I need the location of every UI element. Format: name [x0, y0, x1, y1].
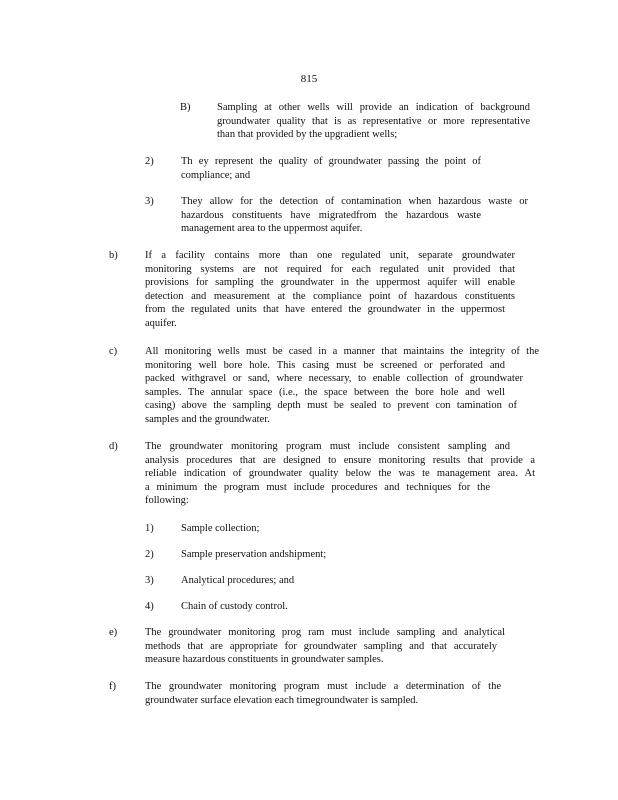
item-label: e) [109, 627, 118, 638]
item-text [145, 626, 505, 667]
text-line: measure hazardous constituents in groundwater samples. [145, 654, 384, 666]
item-text [145, 249, 515, 331]
text-line: groundwater quality that is as representative or more representative [217, 115, 530, 127]
text-line: monitoring well bore hole. This casing must be screened or perforated and [145, 359, 505, 371]
item-text [181, 155, 481, 182]
item-text [217, 101, 530, 142]
item-label: d) [109, 441, 118, 452]
text-line: management area to the uppermost aquifer. [181, 223, 363, 235]
text-line: Sample preservation andshipment; [181, 549, 327, 560]
text-line: detection and measurement at the compliance point of hazardous constituents [145, 290, 515, 302]
item-text [145, 680, 501, 707]
text-line: casing) above the sampling depth must be sealed to prevent con tamination of [145, 400, 517, 412]
text-line: aquifer. [145, 317, 177, 329]
text-line: packed withgravel or sand, where necessary, to enable collection of groundwater [145, 373, 523, 385]
text-line: analysis procedures that are designed to ensure monitoring results that provide a [145, 454, 535, 466]
text-line: following: [145, 495, 189, 507]
item-text [181, 600, 528, 614]
item-label: c) [109, 346, 118, 357]
item-label: 1) [145, 523, 154, 534]
item-text [181, 548, 528, 562]
item-text [181, 574, 528, 588]
item-label: 2) [145, 549, 154, 560]
text-line: The groundwater monitoring program must include consistent sampling and [145, 441, 510, 452]
item-label: 4) [145, 601, 154, 612]
text-line: Sampling at other wells will provide an indication of background [217, 102, 530, 113]
item-text [145, 345, 539, 427]
item-label: 3) [145, 575, 154, 586]
page-number: 815 [300, 73, 318, 85]
text-line: hazardous constituents have migratedfrom the hazardous waste [181, 209, 481, 221]
item-label: f) [109, 681, 116, 692]
text-line: from the regulated units that have entered the groundwater in the uppermost [145, 304, 505, 316]
text-line: Analytical procedures; and [181, 575, 295, 586]
text-line: samples. The annular space (i.e., the space between the bore hole and well [145, 386, 505, 398]
item-text [181, 522, 528, 536]
text-line: Chain of custody control. [181, 601, 288, 612]
item-label: B) [180, 102, 191, 113]
text-line: provisions for sampling the groundwater in the uppermost aquifer will enable [145, 277, 515, 289]
text-line: The groundwater monitoring prog ram must include sampling and analytical [145, 627, 505, 638]
text-line: than that provided by the upgradient wells; [217, 129, 398, 141]
text-line: If a facility contains more than one regulated unit, separate groundwater [145, 250, 515, 261]
item-text [145, 440, 535, 508]
item-label: 3) [145, 196, 154, 207]
text-line: samples and the groundwater. [145, 413, 270, 425]
item-text [181, 195, 528, 236]
text-line: compliance; and [181, 169, 251, 181]
item-label: b) [109, 250, 118, 261]
text-line: The groundwater monitoring program must include a determination of the [145, 681, 501, 692]
text-line: Sample collection; [181, 523, 260, 534]
text-line: monitoring systems are not required for each regulated unit provided that [145, 263, 515, 275]
text-line: groundwater surface elevation each timegroundwater is sampled. [145, 694, 419, 706]
text-line: Th ey represent the quality of groundwater passing the point of [181, 156, 481, 167]
text-line: They allow for the detection of contamination when hazardous waste or [181, 196, 528, 207]
text-line: methods that are appropriate for groundwater sampling and that accurately [145, 640, 497, 652]
text-line: a minimum the program must include procedures and techniques for the [145, 481, 490, 493]
item-label: 2) [145, 156, 154, 167]
text-line: All monitoring wells must be cased in a manner that maintains the integrity of the [145, 346, 539, 357]
text-line: reliable indication of groundwater quality below the was te management area. At [145, 468, 535, 480]
